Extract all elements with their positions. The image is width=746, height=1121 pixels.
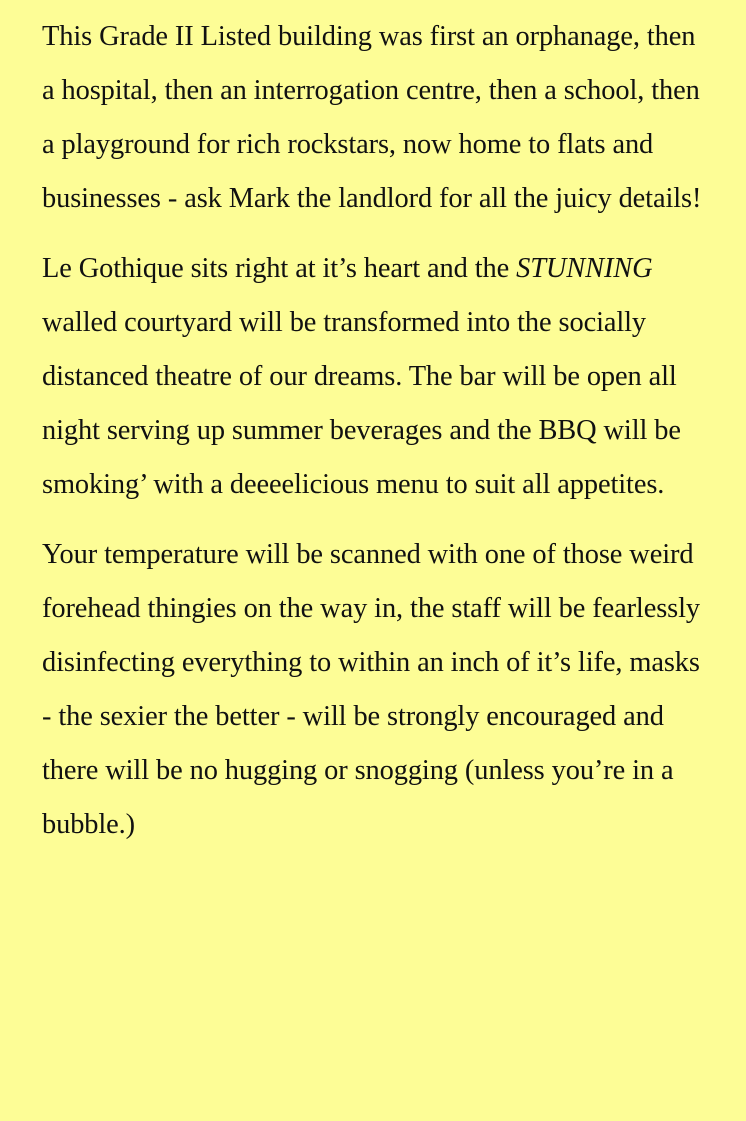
paragraph-safety: Your temperature will be scanned with one of those weird forehead thingies on the way in, the staff will be fearlessly disinfecting everything to within an inch of it’s life, masks - the sexier the better - will be strongly encouraged and there will be no hugging or snogging (unless you’re in a bubble.) (42, 539, 700, 840)
stunning-emphasis: STUNNING (516, 253, 653, 284)
paragraph-courtyard-rest: walled courtyard will be transformed into the socially distanced theatre of our dreams. The bar will be open all night serving up summer beverages and the BBQ will be smoking’ with a deeeelicious menu to suit all appetites. (42, 307, 681, 500)
paragraph-history: This Grade II Listed building was first an orphanage, then a hospital, then an interrogation centre, then a school, then a playground for rich rockstars, now home to flats and businesses - ask Mark the landlord for all the juicy details! (42, 21, 702, 214)
paragraph-courtyard-lead: Le Gothique sits right at it’s heart and the (42, 253, 517, 284)
paragraph-courtyard (42, 242, 708, 512)
